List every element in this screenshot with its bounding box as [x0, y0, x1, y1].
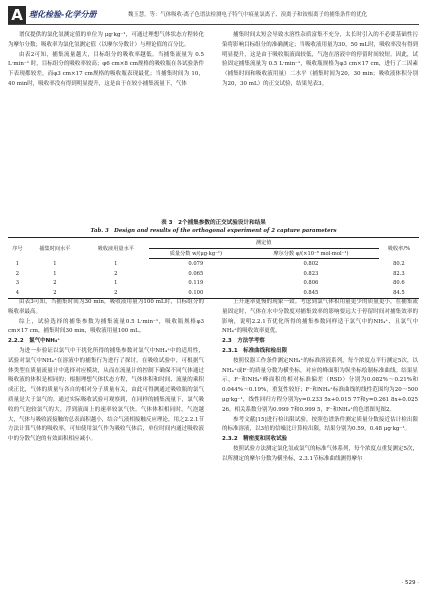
table-cell-rate: 80.6: [393, 280, 405, 287]
header-measured: 测定值: [149, 238, 379, 249]
table-cell-mole: 0.845: [243, 288, 379, 298]
table-cell-volume: 1: [114, 280, 118, 287]
table-caption-cn: 表 3 2个捕集参数的正交试验设计和结果: [161, 220, 266, 226]
table-cell-volume: 1: [114, 260, 118, 267]
paragraph: 按照仪器工作条件测定NH₄⁺的标准溶液系列，每个浓度点平行测定5次，以NH₄⁺或F⁻的质量分数为横坐标，对应的峰面积为纵坐标绘制标准曲线。结果显示，F⁻和NH₄⁺峰面积的相对标准偏差（RSD）分别为0.082%～0.21%和0.044%～0.19%，重复性较好；F⁻和NH₄⁺标准曲线的线性范围均为20～500 μg·kg⁻¹，线性回归方程分别为y=0.233 5x+0.015 77和y=0.261 8x+0.025 26，相关系数分别为0.999 7和0.999 5，F⁻和NH₄⁺的色谱图见图2。: [222, 357, 418, 413]
header-rate: 吸收率/%: [379, 238, 419, 259]
section-heading: 2.3.2 精密度和回收试验: [222, 436, 288, 443]
table-cell-mass: 0.100: [149, 288, 243, 298]
table-body: [8, 259, 419, 298]
page-number: · 529 ·: [401, 580, 419, 586]
table-cell-rate: 82.3: [393, 270, 405, 277]
table-cell-seq: 1: [15, 260, 20, 267]
header-rule: [8, 24, 419, 25]
paragraph: 综上，试验选择的捕集参数为捕集流量0.5 L·min⁻¹，吸收瓶规格φ3 cm×17 cm，捕集时间30 min，吸收液用量100 mL。: [8, 318, 204, 335]
paragraph: 捕集时间太短会导致水溶性杂质富集不充分，太长时引入的不必要基础性污染将影响目标组分的准确测定；当吸收液用量为30，50 mL时，吸收率没有得到明显提升，这是由于吸收瓶液面较低，气泡在溶液中的停留时间较短。因此，试验固定捕集流量为 0.5 L·min⁻¹，吸收瓶规格为φ3 cm×17 cm，进行了二因素（捕集时间和吸收液用量）二水平（捕集时间为20，30 min；吸收液体积分别为20，30 mL）的正交试验，结果见表3。: [222, 32, 418, 87]
left-column-bottom: [8, 298, 204, 445]
section-heading: 2.3 方法学考察: [222, 338, 265, 345]
table-3: [8, 219, 419, 299]
table-cell-mole: 0.802: [303, 260, 319, 267]
header-volume: 吸收液用量水平: [83, 238, 149, 259]
table-row: [8, 288, 419, 298]
orthogonal-table: [8, 237, 419, 299]
table-cell-rate: 80.2: [393, 260, 405, 267]
table-cell-time: 2: [27, 288, 83, 298]
table-row: [8, 259, 419, 269]
paragraph: 参考文献[15]进行检出限试验，按照色谱条件测定质量分数接近估计检出限的标准溶液，以3倍的信噪比计算检出限，结果分别为0.59，0.48 μg·kg⁻¹。: [222, 416, 418, 433]
right-column-top: [222, 31, 418, 90]
table-cell-mass: 0.119: [188, 280, 204, 287]
table-cell-time: 1: [53, 260, 57, 267]
header-time: 捕集时间水平: [27, 238, 83, 259]
header-mass: 质量分数 w/(μg·kg⁻¹): [149, 248, 243, 259]
table-cell-seq: 4: [8, 288, 27, 298]
table-cell-rate: 84.5: [379, 288, 419, 298]
table-cell-volume: 2: [83, 288, 149, 298]
right-column-bottom: [222, 298, 418, 465]
table-caption-en: Tab. 3 Design and results of the orthogonal experiment of 2 capture parameters: [90, 228, 337, 234]
section-heading: 2.2.2 氯气中NH₄⁺: [8, 338, 61, 345]
table-cell-mole: 0.806: [303, 280, 319, 287]
paragraph: 上升速率更慢的现象一致。考虑到氯气体积用量更少的质量更小，在捕集流量固定时，气体在水中分散度对捕集效率的影响要远大于停留时间对捕集效率的影响，说明2.2.1节优化所得的捕集参数同样适于氯气中的NH₄⁺、且氯气中NH₄⁺的吸收效率更优。: [222, 299, 418, 335]
paragraph: 按照试验方法测定氯化氢或氯气的标准气体系列，每个浓度点重复测定5次，以所测定的摩尔分数为横坐标，2.3.1节标准曲线测得摩尔: [222, 445, 419, 462]
table-cell-mass: 0.079: [188, 260, 204, 267]
table-cell-time: 1: [53, 270, 57, 277]
page-header: [0, 0, 427, 26]
table-row: [8, 269, 419, 279]
running-title: 魏玉慧，等：气体吸收-离子色谱法检测电子特气中痕量氯离子、溴离子和铵根离子的捕集条件的优化: [128, 12, 368, 18]
table-cell-mass: 0.065: [188, 270, 204, 277]
paragraph: 谱仪提供的氯化氢测定值的单位为 μg·kg⁻¹，可通过理想气体状态方程转化为摩尔分数；吸收率为氯化氢测定值（以摩尔分数计）与理论值的百分比。: [8, 32, 204, 48]
paragraph: 由表3可知，当捕集时间为30 min，吸收液用量为100 mL时，目标组分的吸收率最高。: [8, 299, 204, 315]
table-cell-seq: 2: [15, 270, 20, 277]
left-column-top: [8, 31, 204, 90]
header-seq: 序号: [8, 238, 27, 259]
paragraph: 由表2可知，捕集流量越大，目标组分的吸收率越低。当捕集流量为 0.5 L·min⁻¹ 时，目标组分的吸收率较高；φ6 cm×8 cm规格的吸收瓶在各试验条件下表现都较差，而φ3 cm×17 cm规格的吸收瓶表现最优；当捕集时间为 10，40 min时，吸收率没有得到明显提升，这是由于在较小捕集流量下，气体: [8, 51, 204, 87]
table-cell-mole: 0.823: [303, 270, 319, 277]
section-heading: 2.3.1 标准曲线和检出限: [222, 347, 288, 354]
table-cell-seq: 3: [15, 280, 20, 287]
table-cell-volume: 2: [114, 270, 118, 277]
journal-name: 理化检验-化学分册: [29, 10, 97, 19]
table-row: [8, 278, 419, 288]
header-mole: 摩尔分数 φ/(×10⁻⁶ mol·mol⁻¹): [243, 248, 379, 259]
journal-logo: A: [8, 6, 26, 24]
paragraph: 为进一步验证以氯气中干扰化所得的捕集参数对氯气中NH₄⁺中的适用性，试验对氯气中NH₄⁺在溶液中的捕集行为进行了探讨。在吸收试验中，可根据气体类型在质量流量计中选择对应模块，从而在流量计的控制下确保不同气体通过吸收液的体积是相同的；根据理想气体状态方程，气体体积和时间、流量的乘积成正比，气体的质量与各自的相对分子质量有关，由此可得测通过吸收瓶的氯气质量是大于氯气的。通过实际吸收试验可观察到，在同样的捕集流量下，氯气吸收的气泡较氯气的大，浮到液面上的速率较氯气快。气体体积相同时，气泡越大，气体与吸收液接触的总表面积越小，结合气液相接触反应理论，用之2.2.1节方法计算气体的吸收率，可知使用氯气作为吸收气体后，单位时间内通过吸收液中的分散气泡的有效面积相应减小。: [8, 347, 204, 443]
table-cell-time: 2: [53, 280, 57, 287]
